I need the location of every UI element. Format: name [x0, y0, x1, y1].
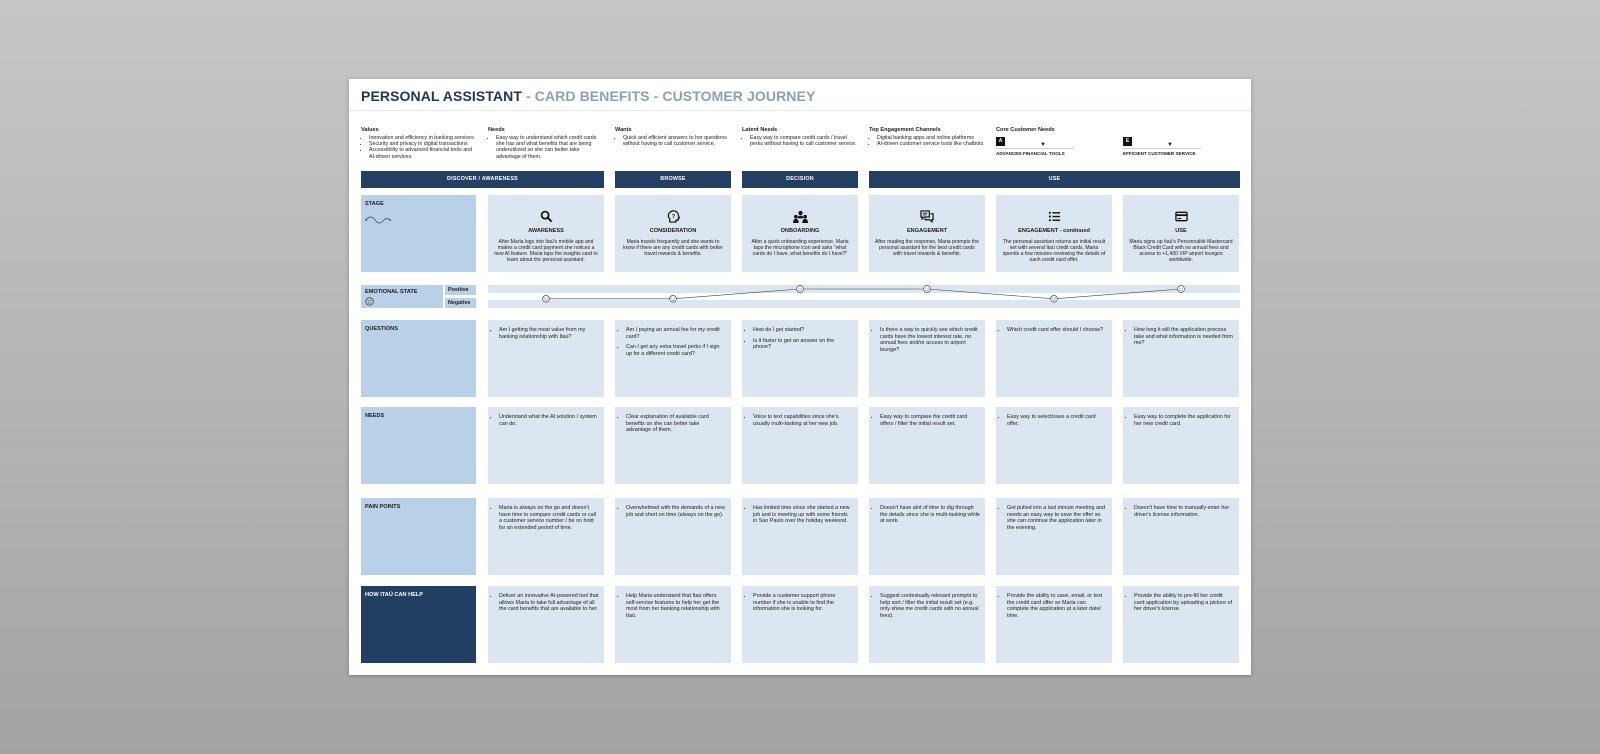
persona-item: • Digital banking apps and online platforms [877, 135, 985, 141]
phase-browse: BROWSE [615, 171, 731, 188]
stage-name: ONBOARDING [780, 228, 820, 234]
row-title: QUESTIONS [365, 326, 398, 332]
need-card [615, 407, 731, 484]
need-item: • Understand what the AI solution / system can do. [499, 414, 599, 427]
question-item: • Am I getting the most value from my banking relationship with Itaú? [499, 327, 599, 340]
stage-name: ENGAGEMENT - continued [1018, 228, 1090, 234]
help-item: • Provide the ability to save, email, or text the credit card offer so Maria can complete the application at a later date/ time. [1007, 593, 1107, 619]
positive-label: Positive [445, 285, 476, 295]
pain-item: • Has limited time since she started a new job and is meeting up with some friends in Sao Paulo over the holiday weekend. [753, 505, 853, 525]
title-sub: - CARD BENEFITS - CUSTOMER JOURNEY [522, 88, 816, 104]
stage-description: Maria signs up Itaú's Personnalité Mastercard Black Credit Card with no annual fees and access to +1,400 VIP airport lounges worldwide. [1129, 239, 1233, 264]
pain-card [615, 498, 731, 575]
need-item: • Voice to text capabilities since she's usually multi-tasking at her new job. [753, 414, 853, 427]
phase-use: USE [869, 171, 1240, 188]
help-item: • Help Maria understand that Itaú offers self-service features to help her get the most from her banking relationship with Itaú. [626, 593, 726, 619]
persona-heading: Top Engagement Channels [869, 127, 941, 133]
question-card [615, 320, 731, 397]
help-item: • Provide a customer support phone number if she is unable to find the information she is looking for. [753, 593, 853, 613]
journey-map-sheet [349, 79, 1251, 675]
persona-heading: Latent Needs [742, 127, 778, 133]
row-label-questions [361, 320, 476, 397]
pain-item: • Maria is always on the go and doesn't have time to compare credit cards or call a customer service number / be on hold for an extended period of time. [499, 505, 599, 531]
pain-card [488, 498, 604, 575]
row-title: HOW ITAÚ CAN HELP [365, 592, 424, 598]
pain-item: • Got pulled into a last minute meeting and needs an easy way to save the offer so she can continue the application later in the evening. [1007, 505, 1107, 531]
core-needs-heading: Core Customer Needs [996, 127, 1055, 133]
emotion-point [924, 286, 931, 293]
row-label-needs [361, 407, 476, 484]
need-item: • Easy way to compare the credit card offers / filter the initial result set. [880, 414, 980, 427]
help-card [869, 586, 985, 663]
need-item: • Clear explanation of available card benefits so she can better take advantage of them. [626, 414, 726, 434]
core-need-letter: E [1123, 137, 1132, 146]
need-item: • Easy way to complete the application for her new credit card. [1134, 414, 1234, 427]
negative-label: Negative [445, 298, 476, 308]
persona-item: • AI-driven customer service tools like chatbots [877, 141, 985, 147]
emotion-point [797, 286, 804, 293]
persona-heading: Needs [488, 127, 505, 133]
pain-item: • Overwhelmed with the demands of a new job and short on time (always on the go). [626, 505, 726, 518]
persona-item: • Security and privacy in digital transactions [369, 141, 477, 147]
question-item: • Is it faster to get an answer on the phone? [753, 338, 853, 351]
pain-card [742, 498, 858, 575]
triangle-down-icon: ▼ [1040, 142, 1046, 148]
pain-card [1123, 498, 1239, 575]
stage-name: ENGAGEMENT [906, 228, 948, 234]
help-item: • Deliver an innovative AI-powered tool that allows Maria to take full advantage of all the card benefits that are available to her. [499, 593, 599, 613]
emotion-point [543, 295, 550, 302]
persona-heading: Wants [615, 127, 632, 133]
persona-item: • Quick and efficient answers to her questions without having to call customer service. [623, 135, 731, 148]
emotion-point [1051, 295, 1058, 302]
row-label-how-itau-can-help [361, 586, 476, 663]
triangle-down-icon: ▼ [1167, 142, 1173, 148]
help-card [615, 586, 731, 663]
stage-description: After Maria logs into Itaú's mobile app and makes a credit card payment she notices a new AI feature. Maria taps the insights card to learn about the personal assistant. [494, 239, 598, 264]
question-item: • Am I paying an annual fee for my credit card? [626, 327, 726, 340]
emotion-point [670, 295, 677, 302]
question-item: • Which credit card offer should I choose? [1007, 327, 1107, 334]
stage-name: CONSIDERATION [649, 228, 697, 234]
persona-item: • Easy way to compare credit cards / travel perks without having to call customer service. [750, 135, 858, 148]
need-item: • Easy way to select/save a credit card offer. [1007, 414, 1107, 427]
stage-description: Maria travels frequently and she wants to know if there are any credit cards with better travel rewards & benefits. [623, 239, 723, 258]
need-card [488, 407, 604, 484]
core-need-label: ADVANCED FINANCIAL TOOLS [996, 151, 1065, 156]
svg-text:?: ? [671, 213, 675, 220]
help-item: • Provide the ability to pre-fill her credit card application by uploading a picture of her driver's license. [1134, 593, 1234, 613]
question-card [996, 320, 1112, 397]
question-card [1123, 320, 1239, 397]
need-card [996, 407, 1112, 484]
help-card [996, 586, 1112, 663]
help-item: • Suggest contextually relevant prompts to help sort / filter the initial result set (e.g. only show me credit cards with no annual fees). [880, 593, 980, 619]
row-title: EMOTIONAL STATE [365, 289, 418, 295]
row-label-pain-points [361, 498, 476, 575]
stage-description: The personal assistant returns an initial result set with several Itaú credit cards. Maria spends a few minutes reviewing the details of each credit card offer. [1002, 239, 1106, 264]
need-card [742, 407, 858, 484]
stage-name: USE [1175, 228, 1187, 234]
question-item: • Can I get any extra travel perks if I sign up for a different credit card? [626, 344, 726, 357]
persona-item: • Easy way to understand which credit cards she has and what benefits that are being underutilized so she can better take advantage of them. [496, 135, 604, 160]
stage-description: After a quick onboarding experience, Maria taps the microphone icon and asks "what cards do I have, what benefits do I have?" [751, 239, 849, 258]
help-card [742, 586, 858, 663]
question-card [869, 320, 985, 397]
stage-description: After reading the response, Maria prompts the personal assistant for the best credit cards with travel rewards & benefits. [875, 239, 979, 258]
row-title: PAIN POINTS [365, 504, 401, 510]
pain-item: • Doesn't have alot of time to dig through the details since she is multi-tasking while at work. [880, 505, 980, 525]
phase-decision: DECISION [742, 171, 858, 188]
core-need-label: EFFICIENT CUSTOMER SERVICE [1123, 151, 1196, 156]
persona-item: • Innovation and efficiency in banking services [369, 135, 477, 141]
pain-item: • Doesn't have time to manually enter her driver's license information. [1134, 505, 1234, 518]
question-card [742, 320, 858, 397]
core-need-letter: A [996, 137, 1005, 146]
help-card [1123, 586, 1239, 663]
title-main: PERSONAL ASSISTANT [361, 88, 523, 104]
phase-discover: DISCOVER / AWARENESS [361, 171, 604, 188]
question-card [488, 320, 604, 397]
help-card [488, 586, 604, 663]
question-item: • Is there a way to quickly see which credit cards have the lowest interest rate, no annual fees and/or access to airport lounge? [880, 327, 980, 353]
emotion-point [1178, 286, 1185, 293]
emotion-line [546, 289, 1181, 299]
pain-card [996, 498, 1112, 575]
need-card [1123, 407, 1239, 484]
question-item: • How long it will the application process take and what information is needed from me? [1134, 327, 1234, 347]
question-item: • How do I get started? [753, 327, 853, 334]
persona-item: • Accessibility to advanced financial tools and AI-driven services. [369, 147, 477, 160]
row-title: STAGE [365, 201, 384, 207]
pain-card [869, 498, 985, 575]
row-title: NEEDS [365, 413, 385, 419]
persona-heading: Values [361, 127, 379, 133]
need-card [869, 407, 985, 484]
stage-name: AWARENESS [528, 228, 564, 234]
